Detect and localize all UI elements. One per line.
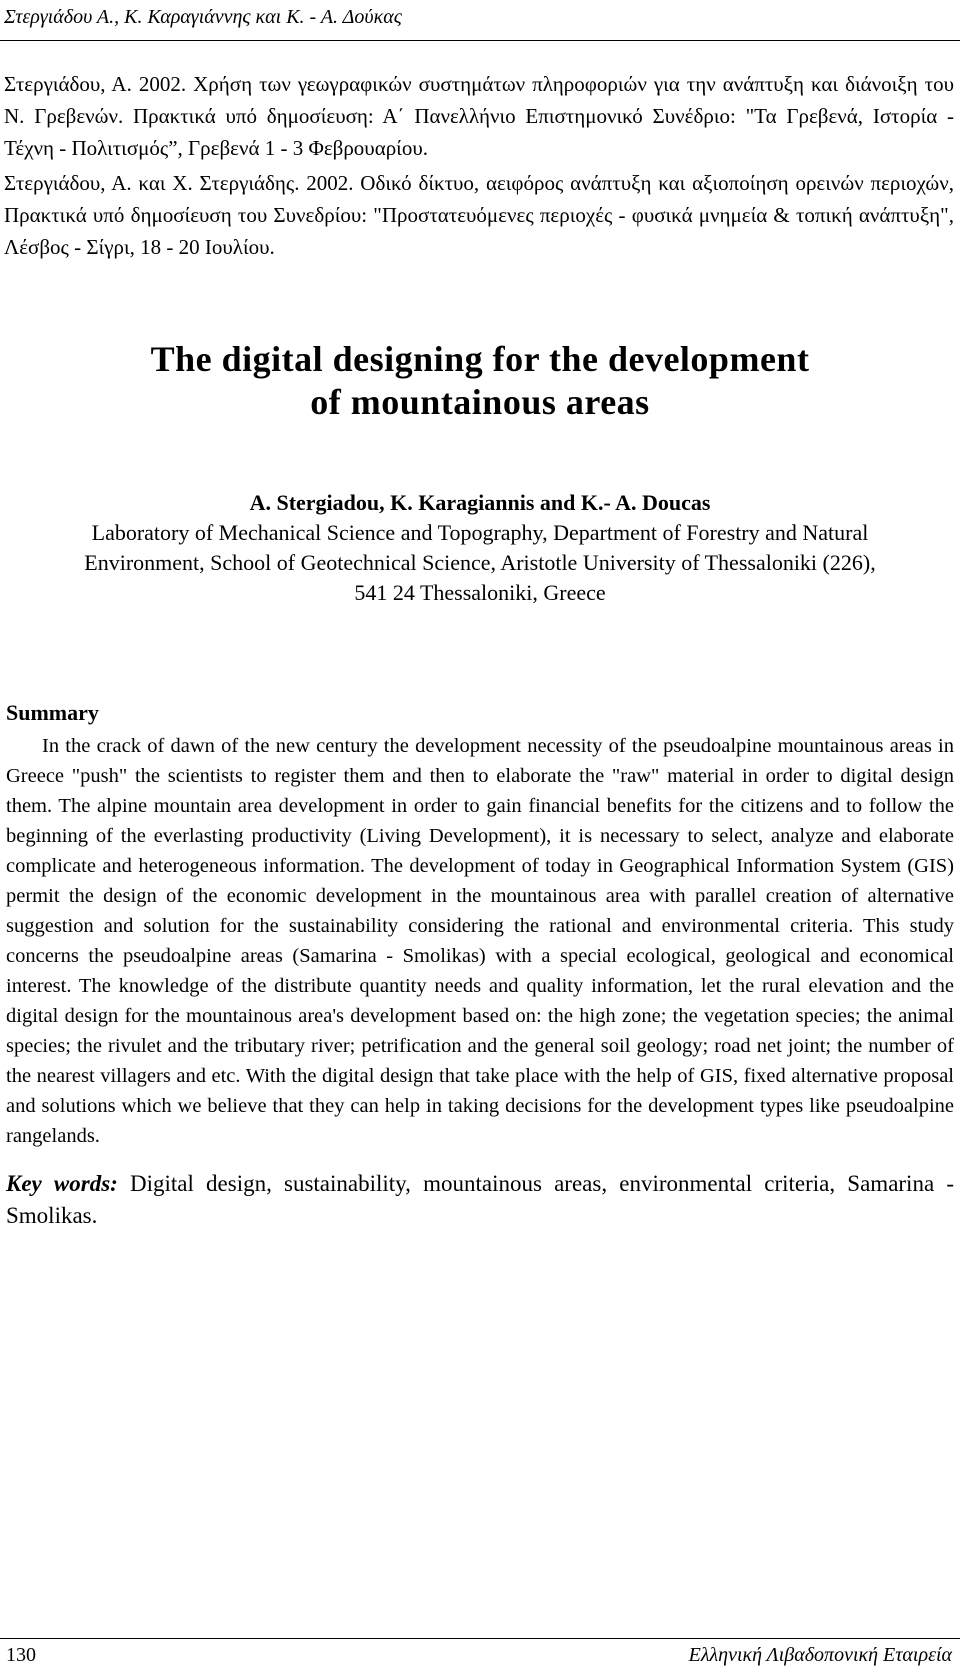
title-line: The digital designing for the development <box>150 339 810 379</box>
title-line: of mountainous areas <box>310 382 650 422</box>
summary-heading: Summary <box>6 700 99 725</box>
affiliation-line: Laboratory of Mechanical Science and Topography, Department of Forestry and Natural <box>91 520 869 545</box>
header-divider <box>0 40 960 41</box>
affiliation <box>6 518 954 608</box>
affiliation-line: Environment, School of Geotechnical Science, Aristotle University of Thessaloniki (226), <box>84 550 876 575</box>
summary-text: In the crack of dawn of the new century the development necessity of the pseudoalpine mountainous areas in Greece "push" the scientists to register them and then to elaborate the "raw" material in order to digital design them. The alpine mountain area development in order to gain financial benefits for the citizens and to follow the beginning of the everlasting productivity (Living Development), it is necessary to select, analyze and elaborate complicate and heterogeneous information. The development of today in Geographical Information System (GIS) permit the design of the economic development in the mountainous area with parallel creation of alternative suggestion and solution for the sustainability considering the rational and environmental criteria. This study concerns the pseudoalpine areas (Samarina - Smolikas) with a special ecological, geological and economical interest. The knowledge of the distribute quantity needs and quality information, let the rural elevation and the digital design for the mountainous area's development based on: the high zone; the vegetation species; the animal species; the rivulet and the tributary river; petrification and the general soil geology; road net joint; the number of the nearest villagers and etc. With the digital design that take place with the help of GIS, fixed alternative proposal and solutions which we believe that they can help in taking decisions for the development types like pseudoalpine rangelands. <box>6 735 954 1147</box>
affiliation-line: 541 24 Thessaloniki, Greece <box>354 580 606 605</box>
authors: A. Stergiadou, K. Karagiannis and K.- A. Doucas <box>249 490 711 515</box>
reference-item: Στεργιάδου, Α. 2002. Χρήση των γεωγραφικών συστημάτων πληροφοριών για την ανάπτυξη και διάνοιξη του Ν. Γρεβενών. Πρακτικά υπό δημοσίευση: Α΄ Πανελλήνιο Επιστημονικό Συνέδριο: "Τα Γρεβενά, Ιστορία - Τέχνη - Πολιτισμός”, Γρεβενά 1 - 3 Φεβρουαρίου. <box>4 72 954 160</box>
references-list <box>4 68 954 266</box>
page-number: 130 <box>6 1644 36 1666</box>
keywords-label: Key words: <box>6 1171 118 1196</box>
footer-divider <box>0 1638 960 1639</box>
reference-item: Στεργιάδου, Α. και Χ. Στεργιάδης. 2002. Οδικό δίκτυο, αειφόρος ανάπτυξη και αξιοποίηση ορεινών περιοχών, Πρακτικά υπό δημοσίευση του Συνεδρίου: "Προστατευόμενες περιοχές - φυσικά μνημεία & τοπική ανάπτυξη", Λέσβος - Σίγρι, 18 - 20 Ιουλίου. <box>4 171 954 259</box>
keywords-text: Digital design, sustainability, mountainous areas, environmental criteria, Samarina - Smolikas. <box>6 1171 954 1228</box>
publisher-name: Ελληνική Λιβαδοπονική Εταιρεία <box>688 1644 952 1666</box>
paper-title <box>0 338 960 424</box>
keywords <box>6 1168 954 1232</box>
running-header: Στεργιάδου Α., Κ. Καραγιάννης και Κ. - Α. Δούκας <box>4 6 402 28</box>
